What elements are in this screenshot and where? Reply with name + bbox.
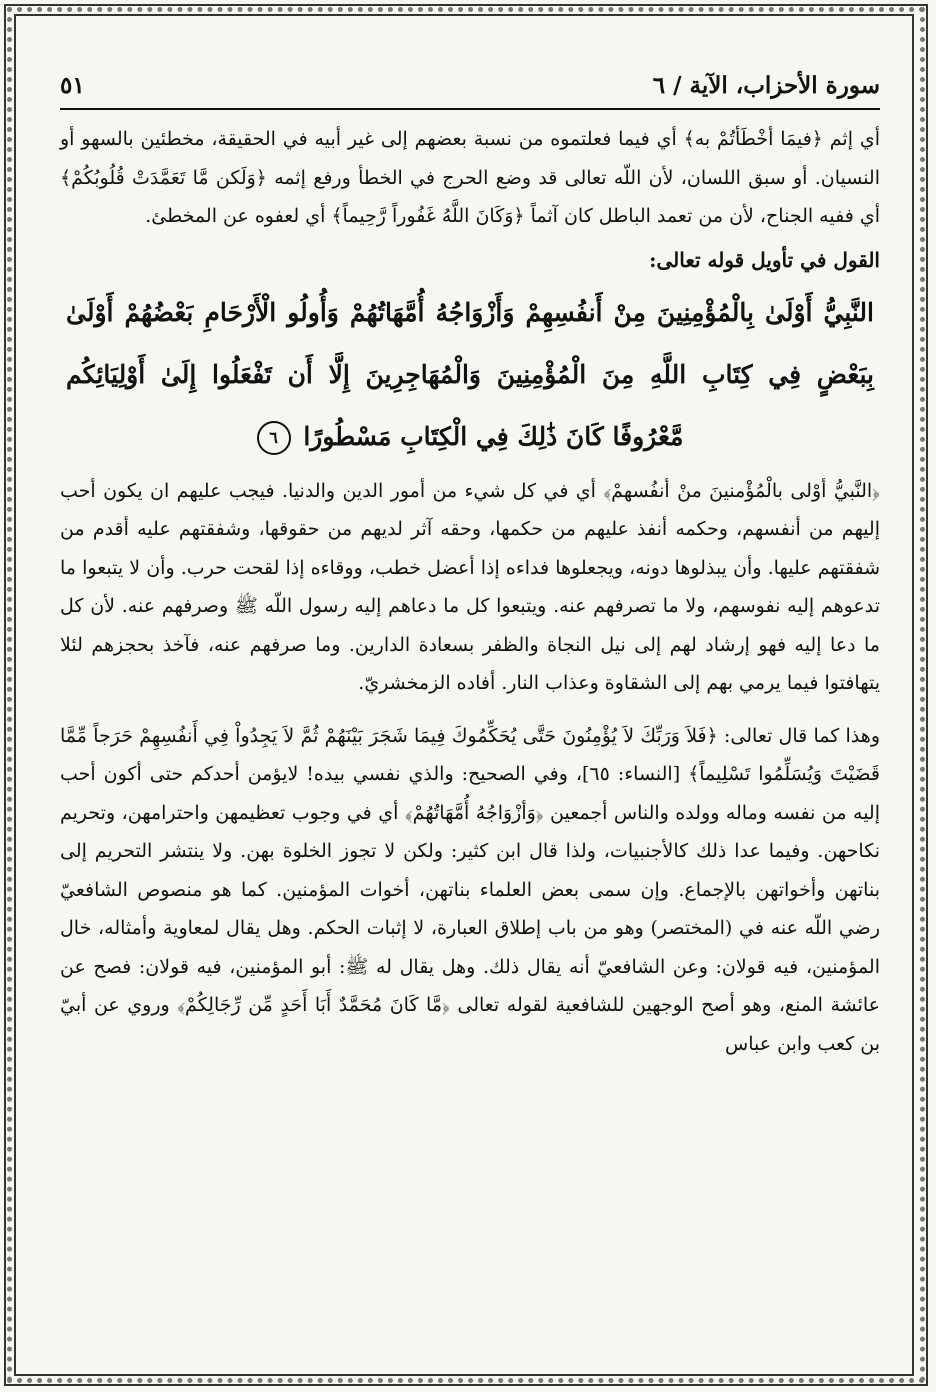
- paragraph-2: ﴿النَّبيُّ أوْلى بالْمُؤْمنينَ منْ أنفُسهمْ﴾ أي في كل شيء من أمور الدين والدنيا. فيجب عليهم ان يكون أحب إليهم من أنفسهم، وحكمه أنفذ عليهم من حكمها، وحقه آثر لديهم من حقوقها، وشفقتهم عليه أقدم من شفقتهم عليها. وأن يبذلوها دونه، ويجعلوها فداءه إذا أعضل خطب، ووقاءه إذا لقحت حرب. وأن لا يتبعوا ما تدعوهم إليه نفوسهم، ولا ما تصرفهم عنه. ويتبعوا كل ما دعاهم إليه رسول اللّه ﷺ وصرفهم عنه. لأن كل ما دعا إليه فهو إرشاد لهم إلى نيل النجاة والظفر بسعادة الدارين. وما صرفهم عنه، فآخذ بحجزهم لئلا يتهافتوا فيما يرمي بهم إلى الشقاوة وعذاب النار. أفاده الزمخشريّ.: [60, 479, 880, 694]
- verse-text: النَّبِيُّ أَوْلَىٰ بِالْمُؤْمِنِينَ مِنْ أَنفُسِهِمْ وَأَزْوَاجُهُ أُمَّهَاتُهُمْ وَأُولُو الْأَرْحَامِ بَعْضُهُمْ أَوْلَىٰ بِبَعْضٍ فِي كِتَابِ اللَّهِ مِنَ الْمُؤْمِنِينَ وَالْمُهَاجِرِينَ إِلَّا أَن تَفْعَلُوا إِلَىٰ أَوْلِيَائِكُم مَّعْرُوفًا كَانَ ذَٰلِكَ فِي الْكِتَابِ مَسْطُورًا: [66, 297, 874, 451]
- page-number: ٥١: [60, 71, 85, 99]
- ayah-number-marker: ٦: [257, 421, 291, 455]
- running-title: سورة الأحزاب، الآية / ٦: [652, 71, 880, 99]
- paragraph-3: وهذا كما قال تعالى: ﴿فَلاَ وَرَبِّكَ لاَ يُؤْمِنُونَ حَتَّى يُحَكِّمُوكَ فِيمَا شَجَرَ بَيْنَهُمْ ثُمَّ لاَ يَجِدُواْ فِي أَنفُسِهِمْ حَرَجاً مِّمَّا قَضَيْتَ وَيُسَلِّمُوا تَسْلِيماً﴾ [النساء: ٦٥]، وفي الصحيح: والذي نفسي بيده! لايؤمن أحدكم حتى أكون أحب إليه من نفسه وماله وولده والناس أجمعين ﴿وَأزْوَاجُهُ أُمَّهَاتُهُمْ﴾ أي في وجوب تعظيمهن واحترامهن، وتحريم نكاحهن. وفيما عدا ذلك كالأجنبيات، ولذا قال ابن كثير: ولكن لا تجوز الخلوة بهن. ولا ينتشر التحريم إلى بناتهن وأخواتهن بالإجماع. وإن سمى بعض العلماء بناتهن، أخوات المؤمنين. كما هو منصوص الشافعيّ رضي اللّه عنه في (المختصر) وهو من باب إطلاق العبارة، لا إثبات الحكم. وهل يقال لمعاوية وأمثاله، خال المؤمنين، فيه قولان: وعن الشافعيّ أنه يقال ذلك. وهل يقال له ﷺ: أبو المؤمنين، فيه قولان: فصح عن عائشة المنع، وهو أصح الوجهين للشافعية لقوله تعالى ﴿مَّا كَانَ مُحَمَّدٌ أَبَا أَحَدٍ مِّن رِّجَالِكُمْ﴾ وروي عن أبيّ بن كعب وابن عباس: [60, 724, 880, 1055]
- section-heading: القول في تأويل قوله تعالى:: [649, 247, 880, 272]
- page-header: [60, 62, 880, 110]
- paragraph-1: أي إثم ﴿فيمَا أخْطَأتُمْ به﴾ أي فيما فعلتموه من نسبة بعضهم إلى غير أبيه في الحقيقة، مخطئين بالسهو أو النسيان. أو سبق اللسان، لأن اللّه تعالى قد وضع الحرج في الخطأ ورفع إثمه ﴿وَلَكن مَّا تَعَمَّدَتْ قُلُوبُكُمْ﴾ أي ففيه الجناح، لأن من تعمد الباطل كان آثماً ﴿وَكَانَ اللَّهُ غَفُوراً رَّحِيماً﴾ أي لعفوه عن المخطئ.: [60, 128, 880, 227]
- quran-verse: [66, 282, 874, 468]
- page-content: [60, 62, 880, 1063]
